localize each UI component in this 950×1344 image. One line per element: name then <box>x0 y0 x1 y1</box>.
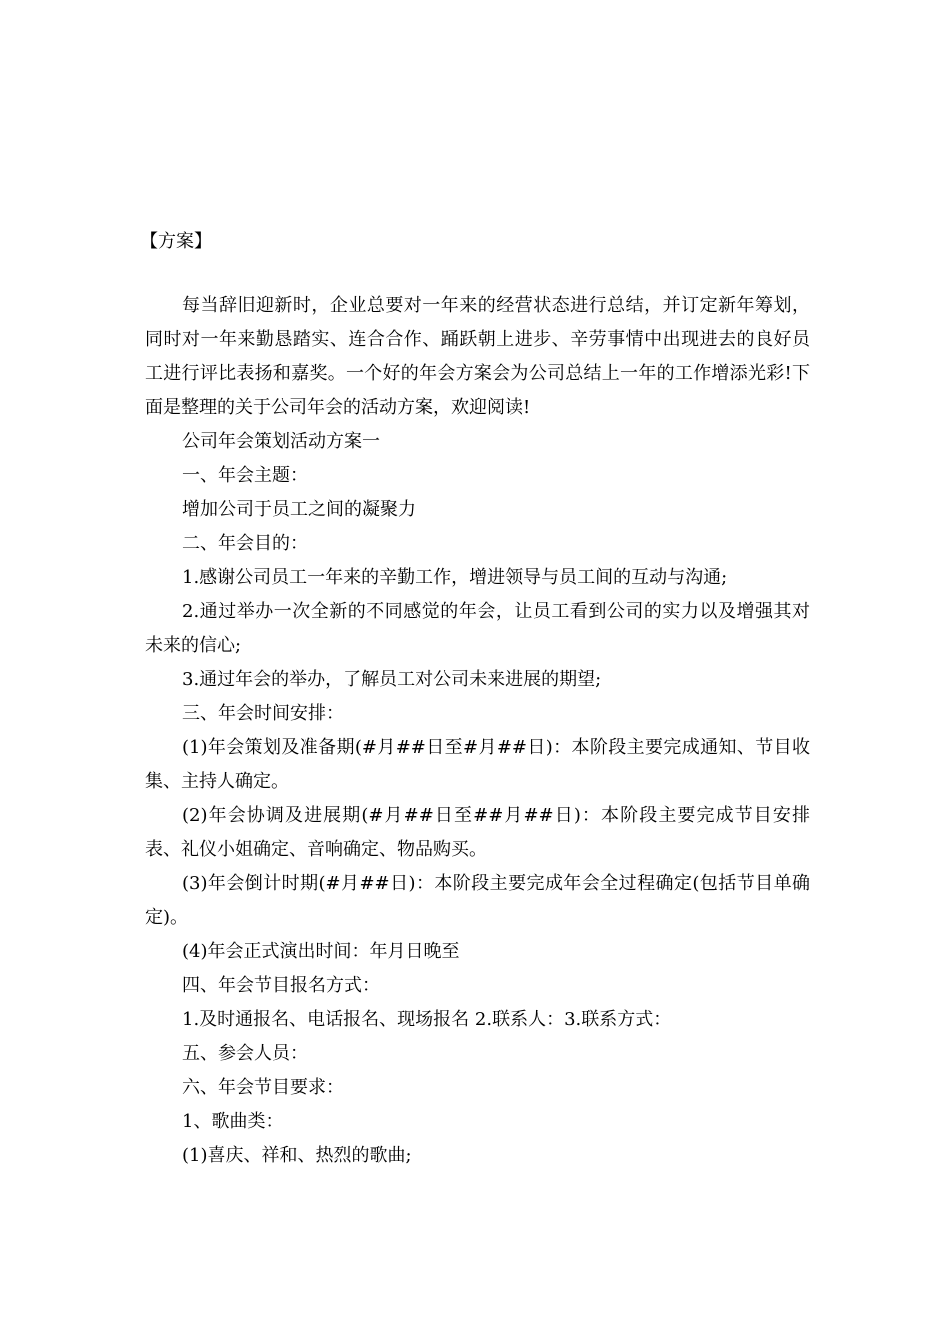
document-heading: 【方案】 <box>140 231 212 252</box>
paragraph-theme-content: 增加公司于员工之间的凝聚力 <box>182 499 416 520</box>
paragraph-section-requirements: 六、年会节目要求： <box>182 1077 344 1098</box>
paragraph-purpose-1: 1.感谢公司员工一年来的辛勤工作，增进领导与员工间的互动与沟通; <box>182 567 728 588</box>
document-page <box>140 225 810 1173</box>
paragraph-section-purpose: 二、年会目的： <box>182 533 308 554</box>
paragraph-schedule-4: (4)年会正式演出时间：年月日晚至 <box>182 941 460 962</box>
paragraph-songs-category: 1、歌曲类： <box>182 1111 284 1132</box>
paragraph-section-schedule: 三、年会时间安排： <box>182 703 344 724</box>
paragraph-schedule-2: (2)年会协调及进展期(#月##日至##月##日)：本阶段主要完成节目安排表、礼仪小姐确定、音响确定、物品购买。 <box>145 805 810 860</box>
paragraph-purpose-2: 2.通过举办一次全新的不同感觉的年会，让员工看到公司的实力以及增强其对未来的信心; <box>145 601 810 656</box>
paragraph-section-signup: 四、年会节目报名方式： <box>182 975 380 996</box>
paragraph-schedule-3: (3)年会倒计时期(#月##日)：本阶段主要完成年会全过程确定(包括节目单确定)。 <box>145 873 810 928</box>
paragraph-signup-methods: 1.及时通报名、电话报名、现场报名 2.联系人：3.联系方式： <box>182 1009 672 1030</box>
paragraph-section-attendees: 五、参会人员： <box>182 1043 308 1064</box>
paragraph-schedule-1: (1)年会策划及准备期(#月##日至#月##日)：本阶段主要完成通知、节目收集、主持人确定。 <box>145 737 810 792</box>
document-body <box>145 289 810 1173</box>
paragraph-songs-item-1: (1)喜庆、祥和、热烈的歌曲; <box>182 1145 412 1166</box>
paragraph-intro: 每当辞旧迎新时，企业总要对一年来的经营状态进行总结，并订定新年筹划，同时对一年来勤恳踏实、连合合作、踊跃朝上进步、辛劳事情中出现进去的良好员工进行评比表扬和嘉奖。一个好的年会方案会为公司总结上一年的工作增添光彩!下面是整理的关于公司年会的活动方案，欢迎阅读! <box>145 295 810 418</box>
paragraph-section-theme: 一、年会主题： <box>182 465 308 486</box>
paragraph-plan-title: 公司年会策划活动方案一 <box>182 431 380 452</box>
paragraph-purpose-3: 3.通过年会的举办，了解员工对公司未来进展的期望; <box>182 669 602 690</box>
